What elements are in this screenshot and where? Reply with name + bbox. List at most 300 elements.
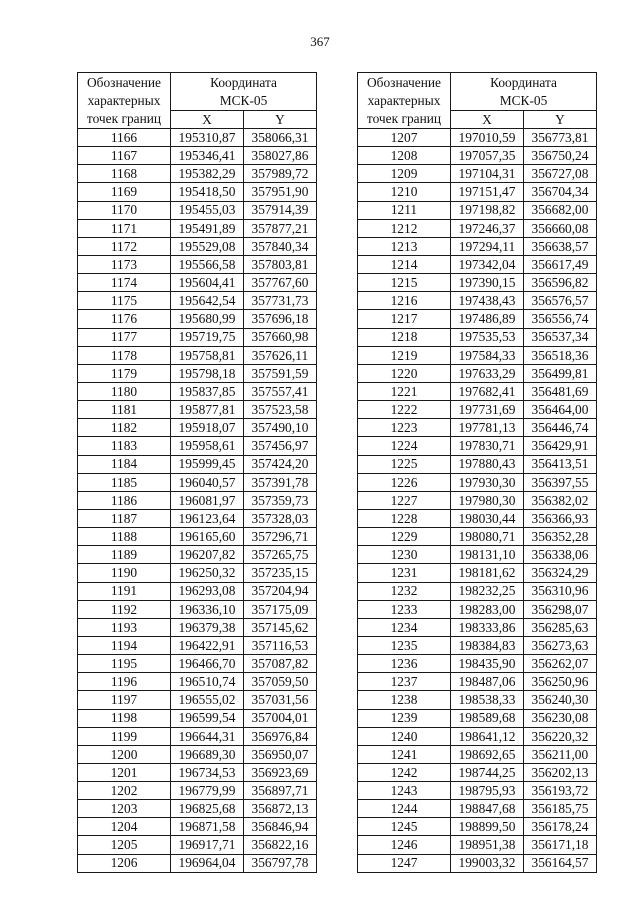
point-id-cell: 1188: [78, 528, 171, 546]
coord-y-cell: 357696,18: [244, 310, 317, 328]
point-id-cell: 1244: [358, 800, 451, 818]
coord-y-cell: 357424,20: [244, 455, 317, 473]
coord-y-cell: 356976,84: [244, 727, 317, 745]
header-y: Y: [244, 111, 317, 129]
coord-x-cell: 196779,99: [171, 782, 244, 800]
coord-y-cell: 356950,07: [244, 745, 317, 763]
table-row: [358, 673, 597, 691]
coord-x-cell: 197584,33: [451, 346, 524, 364]
coord-y-cell: 356273,63: [524, 636, 597, 654]
point-id-cell: 1223: [358, 419, 451, 437]
coord-y-cell: 358027,86: [244, 147, 317, 165]
point-id-cell: 1182: [78, 419, 171, 437]
point-id-cell: 1199: [78, 727, 171, 745]
coord-y-cell: 356240,30: [524, 691, 597, 709]
coord-y-cell: 358066,31: [244, 129, 317, 147]
table-row: [358, 691, 597, 709]
table-row: [358, 401, 597, 419]
table-row: [78, 219, 317, 237]
point-id-cell: 1234: [358, 618, 451, 636]
coord-y-cell: 357523,58: [244, 401, 317, 419]
table-row: [358, 836, 597, 854]
point-id-cell: 1178: [78, 346, 171, 364]
table-row: [78, 745, 317, 763]
header-x: X: [451, 111, 524, 129]
point-id-cell: 1213: [358, 237, 451, 255]
coord-y-cell: 356617,49: [524, 255, 597, 273]
coord-x-cell: 196917,71: [171, 836, 244, 854]
coordinates-table-right: [357, 72, 597, 873]
point-id-cell: 1210: [358, 183, 451, 201]
coord-y-cell: 357004,01: [244, 709, 317, 727]
coord-y-cell: 356352,28: [524, 528, 597, 546]
coord-x-cell: 195719,75: [171, 328, 244, 346]
table-row: [78, 673, 317, 691]
coord-x-cell: 195837,85: [171, 382, 244, 400]
header-coord-line1: Координата: [210, 74, 277, 90]
table-row: [358, 636, 597, 654]
coord-x-cell: 198899,50: [451, 818, 524, 836]
coord-y-cell: 357456,97: [244, 437, 317, 455]
coord-x-cell: 196644,31: [171, 727, 244, 745]
coord-x-cell: 197486,89: [451, 310, 524, 328]
point-id-cell: 1185: [78, 473, 171, 491]
point-id-cell: 1239: [358, 709, 451, 727]
coord-x-cell: 198080,71: [451, 528, 524, 546]
table-row: [358, 782, 597, 800]
table-row: [358, 382, 597, 400]
point-id-cell: 1198: [78, 709, 171, 727]
coord-x-cell: 195418,50: [171, 183, 244, 201]
point-id-cell: 1203: [78, 800, 171, 818]
page-number: 367: [310, 34, 330, 49]
point-id-cell: 1246: [358, 836, 451, 854]
table-body-right: [358, 129, 597, 873]
coord-y-cell: 356846,94: [244, 818, 317, 836]
table-row: [78, 655, 317, 673]
point-id-cell: 1200: [78, 745, 171, 763]
coord-x-cell: 197342,04: [451, 255, 524, 273]
coord-y-cell: 357731,73: [244, 292, 317, 310]
coord-y-cell: 357951,90: [244, 183, 317, 201]
coord-y-cell: 357391,78: [244, 473, 317, 491]
coord-x-cell: 197830,71: [451, 437, 524, 455]
point-id-cell: 1196: [78, 673, 171, 691]
table-row: [78, 183, 317, 201]
header-coord-line1: Координата: [490, 74, 557, 90]
coord-y-cell: 356682,00: [524, 201, 597, 219]
coord-y-cell: 356750,24: [524, 147, 597, 165]
coord-x-cell: 199003,32: [451, 854, 524, 872]
coord-y-cell: 356797,78: [244, 854, 317, 872]
coord-y-cell: 356660,08: [524, 219, 597, 237]
coord-y-cell: 356324,29: [524, 564, 597, 582]
coord-x-cell: 195566,58: [171, 255, 244, 273]
coord-y-cell: 356499,81: [524, 364, 597, 382]
point-id-cell: 1247: [358, 854, 451, 872]
coord-y-cell: 357660,98: [244, 328, 317, 346]
table-row: [78, 328, 317, 346]
coord-x-cell: 197633,29: [451, 364, 524, 382]
coord-x-cell: 195758,81: [171, 346, 244, 364]
table-row: [78, 709, 317, 727]
coord-x-cell: 195642,54: [171, 292, 244, 310]
point-id-cell: 1195: [78, 655, 171, 673]
coord-x-cell: 196293,08: [171, 582, 244, 600]
table-row: [78, 636, 317, 654]
coord-x-cell: 195455,03: [171, 201, 244, 219]
point-id-cell: 1171: [78, 219, 171, 237]
point-id-cell: 1240: [358, 727, 451, 745]
coord-x-cell: 196510,74: [171, 673, 244, 691]
table-row: [358, 455, 597, 473]
coord-x-cell: 197731,69: [451, 401, 524, 419]
table-row: [78, 382, 317, 400]
coord-x-cell: 198692,65: [451, 745, 524, 763]
coord-x-cell: 197535,53: [451, 328, 524, 346]
point-id-cell: 1217: [358, 310, 451, 328]
coord-x-cell: 195877,81: [171, 401, 244, 419]
point-id-cell: 1243: [358, 782, 451, 800]
point-id-cell: 1216: [358, 292, 451, 310]
header-y: Y: [524, 111, 597, 129]
coord-x-cell: 195491,89: [171, 219, 244, 237]
coord-y-cell: 357359,73: [244, 491, 317, 509]
point-id-cell: 1194: [78, 636, 171, 654]
point-id-cell: 1204: [78, 818, 171, 836]
coord-x-cell: 197010,59: [451, 129, 524, 147]
table-body-left: [78, 129, 317, 873]
point-id-cell: 1187: [78, 509, 171, 527]
coord-x-cell: 198435,90: [451, 655, 524, 673]
table-row: [358, 292, 597, 310]
table-row: [358, 709, 597, 727]
point-id-cell: 1229: [358, 528, 451, 546]
point-id-cell: 1175: [78, 292, 171, 310]
coord-x-cell: 196422,91: [171, 636, 244, 654]
point-id-cell: 1177: [78, 328, 171, 346]
coord-y-cell: 356576,57: [524, 292, 597, 310]
table-row: [78, 147, 317, 165]
point-id-cell: 1180: [78, 382, 171, 400]
coord-y-cell: 357204,94: [244, 582, 317, 600]
coord-y-cell: 357175,09: [244, 600, 317, 618]
table-row: [78, 473, 317, 491]
coord-x-cell: 198283,00: [451, 600, 524, 618]
coord-y-cell: 356338,06: [524, 546, 597, 564]
coord-x-cell: 197151,47: [451, 183, 524, 201]
point-id-cell: 1238: [358, 691, 451, 709]
table-row: [78, 546, 317, 564]
coord-y-cell: 356872,13: [244, 800, 317, 818]
coord-y-cell: 356185,75: [524, 800, 597, 818]
table-row: [358, 800, 597, 818]
coord-y-cell: 356285,63: [524, 618, 597, 636]
point-id-cell: 1232: [358, 582, 451, 600]
coord-x-cell: 197781,13: [451, 419, 524, 437]
coord-y-cell: 357296,71: [244, 528, 317, 546]
table-row: [358, 509, 597, 527]
point-id-cell: 1205: [78, 836, 171, 854]
coord-x-cell: 196250,32: [171, 564, 244, 582]
coord-x-cell: 198744,25: [451, 763, 524, 781]
table-row: [78, 836, 317, 854]
coord-y-cell: 357767,60: [244, 274, 317, 292]
header-label-line2: характерных: [367, 92, 441, 108]
coord-x-cell: 198951,38: [451, 836, 524, 854]
table-row: [78, 782, 317, 800]
table-row: [358, 364, 597, 382]
coord-y-cell: 356178,24: [524, 818, 597, 836]
header-label-line3: точек границ: [86, 110, 162, 126]
coord-y-cell: 356596,82: [524, 274, 597, 292]
point-id-cell: 1219: [358, 346, 451, 364]
coord-x-cell: 198181,62: [451, 564, 524, 582]
coord-x-cell: 198847,68: [451, 800, 524, 818]
coord-y-cell: 356897,71: [244, 782, 317, 800]
table-row: [358, 183, 597, 201]
point-id-cell: 1176: [78, 310, 171, 328]
coord-x-cell: 198030,44: [451, 509, 524, 527]
coord-x-cell: 196734,53: [171, 763, 244, 781]
coord-x-cell: 196689,30: [171, 745, 244, 763]
header-coordinate: [451, 73, 597, 111]
header-point-label: [78, 73, 171, 129]
header-label-line2: характерных: [87, 92, 161, 108]
coord-x-cell: 197294,11: [451, 237, 524, 255]
point-id-cell: 1168: [78, 165, 171, 183]
table-row: [78, 727, 317, 745]
table-row: [358, 528, 597, 546]
coord-x-cell: 198131,10: [451, 546, 524, 564]
table-row: [358, 818, 597, 836]
table-row: [358, 564, 597, 582]
point-id-cell: 1236: [358, 655, 451, 673]
table-row: [78, 419, 317, 437]
table-row: [358, 745, 597, 763]
coord-x-cell: 196964,04: [171, 854, 244, 872]
coord-y-cell: 357877,21: [244, 219, 317, 237]
table-row: [78, 491, 317, 509]
table-row: [358, 600, 597, 618]
point-id-cell: 1211: [358, 201, 451, 219]
coord-x-cell: 196040,57: [171, 473, 244, 491]
coord-y-cell: 356202,13: [524, 763, 597, 781]
coord-y-cell: 356518,36: [524, 346, 597, 364]
table-row: [358, 546, 597, 564]
coord-x-cell: 197057,35: [451, 147, 524, 165]
table-row: [78, 401, 317, 419]
table-row: [78, 691, 317, 709]
coord-y-cell: 357626,11: [244, 346, 317, 364]
point-id-cell: 1181: [78, 401, 171, 419]
coord-y-cell: 356171,18: [524, 836, 597, 854]
table-row: [78, 818, 317, 836]
coord-x-cell: 197980,30: [451, 491, 524, 509]
coord-x-cell: 196207,82: [171, 546, 244, 564]
coord-y-cell: 356230,08: [524, 709, 597, 727]
coord-y-cell: 357265,75: [244, 546, 317, 564]
point-id-cell: 1206: [78, 854, 171, 872]
point-id-cell: 1224: [358, 437, 451, 455]
coord-x-cell: 195798,18: [171, 364, 244, 382]
coord-y-cell: 356481,69: [524, 382, 597, 400]
coord-x-cell: 198538,33: [451, 691, 524, 709]
point-id-cell: 1231: [358, 564, 451, 582]
point-id-cell: 1197: [78, 691, 171, 709]
table-row: [78, 528, 317, 546]
coord-y-cell: 356704,34: [524, 183, 597, 201]
point-id-cell: 1166: [78, 129, 171, 147]
table-row: [358, 437, 597, 455]
coord-y-cell: 356193,72: [524, 782, 597, 800]
table-row: [78, 274, 317, 292]
coord-x-cell: 196379,38: [171, 618, 244, 636]
coord-y-cell: 356220,32: [524, 727, 597, 745]
coord-x-cell: 197390,15: [451, 274, 524, 292]
point-id-cell: 1207: [358, 129, 451, 147]
coord-y-cell: 356298,07: [524, 600, 597, 618]
coord-y-cell: 356382,02: [524, 491, 597, 509]
coord-y-cell: 356366,93: [524, 509, 597, 527]
coord-y-cell: 357803,81: [244, 255, 317, 273]
coord-x-cell: 195958,61: [171, 437, 244, 455]
table-row: [78, 600, 317, 618]
coord-x-cell: 196123,64: [171, 509, 244, 527]
header-label-line1: Обозначение: [87, 74, 161, 90]
table-row: [358, 582, 597, 600]
header-coordinate: [171, 73, 317, 111]
point-id-cell: 1235: [358, 636, 451, 654]
point-id-cell: 1215: [358, 274, 451, 292]
point-id-cell: 1220: [358, 364, 451, 382]
coord-y-cell: 357591,59: [244, 364, 317, 382]
coord-y-cell: 356638,57: [524, 237, 597, 255]
table-row: [358, 237, 597, 255]
coord-x-cell: 196165,60: [171, 528, 244, 546]
table-row: [78, 129, 317, 147]
header-coord-line2: МСК-05: [499, 92, 548, 108]
header-coord-line2: МСК-05: [219, 92, 268, 108]
point-id-cell: 1237: [358, 673, 451, 691]
coord-x-cell: 198589,68: [451, 709, 524, 727]
point-id-cell: 1191: [78, 582, 171, 600]
point-id-cell: 1183: [78, 437, 171, 455]
header-point-label: [358, 73, 451, 129]
table-row: [358, 129, 597, 147]
point-id-cell: 1233: [358, 600, 451, 618]
table-row: [78, 582, 317, 600]
table-row: [358, 165, 597, 183]
point-id-cell: 1226: [358, 473, 451, 491]
coord-x-cell: 197880,43: [451, 455, 524, 473]
point-id-cell: 1208: [358, 147, 451, 165]
table-row: [358, 147, 597, 165]
coord-x-cell: 195680,99: [171, 310, 244, 328]
coord-x-cell: 195918,07: [171, 419, 244, 437]
table-row: [78, 763, 317, 781]
table-row: [78, 437, 317, 455]
table-row: [358, 274, 597, 292]
table-row: [78, 854, 317, 872]
point-id-cell: 1214: [358, 255, 451, 273]
coord-x-cell: 196336,10: [171, 600, 244, 618]
coord-x-cell: 198487,06: [451, 673, 524, 691]
coord-x-cell: 195310,87: [171, 129, 244, 147]
coord-y-cell: 356727,08: [524, 165, 597, 183]
coord-x-cell: 198333,86: [451, 618, 524, 636]
table-row: [358, 219, 597, 237]
table-row: [78, 165, 317, 183]
table-row: [78, 201, 317, 219]
coord-y-cell: 356310,96: [524, 582, 597, 600]
point-id-cell: 1192: [78, 600, 171, 618]
point-id-cell: 1190: [78, 564, 171, 582]
coord-y-cell: 356250,96: [524, 673, 597, 691]
point-id-cell: 1212: [358, 219, 451, 237]
point-id-cell: 1173: [78, 255, 171, 273]
coord-y-cell: 356464,00: [524, 401, 597, 419]
coord-x-cell: 195346,41: [171, 147, 244, 165]
coord-x-cell: 198384,83: [451, 636, 524, 654]
point-id-cell: 1172: [78, 237, 171, 255]
coord-x-cell: 197198,82: [451, 201, 524, 219]
table-row: [78, 346, 317, 364]
point-id-cell: 1218: [358, 328, 451, 346]
coord-y-cell: 357087,82: [244, 655, 317, 673]
coord-y-cell: 357145,62: [244, 618, 317, 636]
coord-x-cell: 195604,41: [171, 274, 244, 292]
table-row: [78, 237, 317, 255]
coord-x-cell: 195999,45: [171, 455, 244, 473]
table-row: [358, 346, 597, 364]
coord-y-cell: 356537,34: [524, 328, 597, 346]
coord-x-cell: 196825,68: [171, 800, 244, 818]
coord-x-cell: 198641,12: [451, 727, 524, 745]
coord-x-cell: 197930,30: [451, 473, 524, 491]
coord-y-cell: 356397,55: [524, 473, 597, 491]
point-id-cell: 1189: [78, 546, 171, 564]
coord-y-cell: 356429,91: [524, 437, 597, 455]
point-id-cell: 1222: [358, 401, 451, 419]
table-row: [358, 473, 597, 491]
point-id-cell: 1242: [358, 763, 451, 781]
point-id-cell: 1202: [78, 782, 171, 800]
coordinates-table-left: [77, 72, 317, 873]
table-row: [358, 491, 597, 509]
point-id-cell: 1201: [78, 763, 171, 781]
point-id-cell: 1228: [358, 509, 451, 527]
point-id-cell: 1169: [78, 183, 171, 201]
coord-x-cell: 197104,31: [451, 165, 524, 183]
table-row: [78, 800, 317, 818]
table-row: [78, 618, 317, 636]
coord-y-cell: 357490,10: [244, 419, 317, 437]
point-id-cell: 1225: [358, 455, 451, 473]
point-id-cell: 1179: [78, 364, 171, 382]
coord-x-cell: 196871,58: [171, 818, 244, 836]
point-id-cell: 1170: [78, 201, 171, 219]
table-row: [358, 201, 597, 219]
coord-y-cell: 356923,69: [244, 763, 317, 781]
point-id-cell: 1167: [78, 147, 171, 165]
coord-x-cell: 197246,37: [451, 219, 524, 237]
table-row: [358, 310, 597, 328]
point-id-cell: 1230: [358, 546, 451, 564]
table-row: [358, 328, 597, 346]
header-x: X: [171, 111, 244, 129]
coord-y-cell: 356262,07: [524, 655, 597, 673]
